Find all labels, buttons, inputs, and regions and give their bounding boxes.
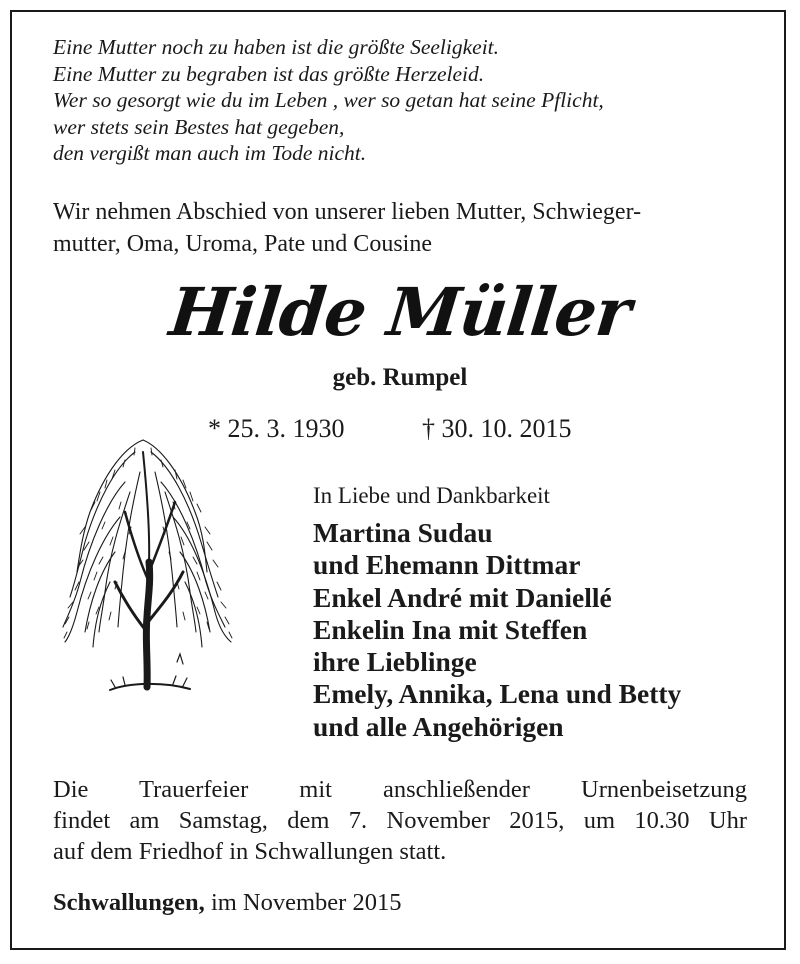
mourner-line: ihre Lieblinge <box>313 646 477 678</box>
intro-line: Wir nehmen Abschied von unserer lieben Mutter, Schwieger- <box>53 199 642 225</box>
closing-line <box>53 887 401 918</box>
mourners-list <box>313 517 783 743</box>
memorial-poem <box>53 34 773 167</box>
mourner-line: und Ehemann Dittmar <box>313 549 581 581</box>
poem-line: den vergißt man auch im Tode nicht. <box>53 141 367 165</box>
mourner-line: Emely, Annika, Lena und Betty <box>313 678 682 710</box>
deceased-name: Hilde Müller <box>166 273 634 351</box>
farewell-intro <box>53 196 753 260</box>
ceremony-line: auf dem Friedhof in Schwallungen statt. <box>53 838 447 865</box>
closing-place: Schwallungen, <box>53 889 205 916</box>
mourner-line: Martina Sudau <box>313 517 493 548</box>
intro-line: mutter, Oma, Uroma, Pate und Cousine <box>53 231 432 257</box>
dedication-line: In Liebe und Dankbarkeit <box>313 483 550 508</box>
ceremony-line: findet am Samstag, dem 7. November 2015, um 10.30 Uhr <box>53 807 747 834</box>
mourner-line: Enkelin Ina mit Steffen <box>313 613 588 645</box>
poem-line: Wer so gesorgt wie du im Leben , wer so getan hat seine Pflicht, <box>53 88 604 112</box>
mourner-line: und alle Angehörigen <box>313 710 564 742</box>
ceremony-line: Die Trauerfeier mit anschließender Urnenbeisetzung <box>53 776 747 803</box>
death-date: † 30. 10. 2015 <box>422 414 572 443</box>
mourner-line: Enkel André mit Daniellé <box>313 581 612 613</box>
weeping-willow-icon <box>55 432 240 697</box>
birth-name: geb. Rumpel <box>332 364 468 391</box>
poem-line: wer stets sein Bestes hat gegeben, <box>53 114 345 139</box>
closing-date: im November 2015 <box>210 889 402 916</box>
ceremony-info <box>53 774 747 867</box>
poem-line: Eine Mutter noch zu haben ist die größte Seeligkeit. <box>53 35 500 59</box>
poem-line: Eine Mutter zu begraben ist das größte Herzeleid. <box>53 61 485 86</box>
birth-date: * 25. 3. 1930 <box>208 414 345 443</box>
